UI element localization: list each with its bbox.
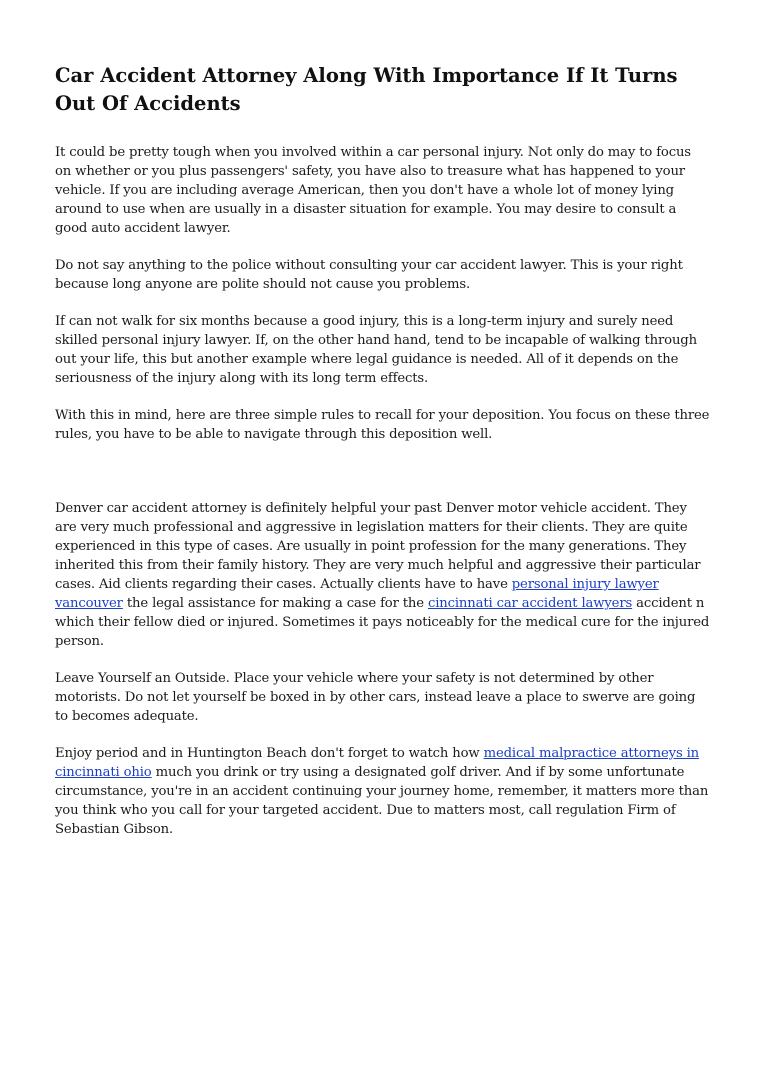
paragraph-gap	[55, 462, 710, 499]
paragraph-police: Do not say anything to the police without consulting your car accident lawyer. This is your right because long anyone are polite should not cause you problems.	[55, 258, 683, 292]
link-personal-injury-lawyer-vancouver[interactable]: personal injury lawyer vancouver	[55, 577, 659, 611]
document-page	[55, 62, 710, 857]
paragraph-text: much you drink or try using a designated golf driver. And if by some unfortunate circumstance, you're in an accident continuing your journey home, remember, it matters more than you think who you call for your targeted accident. Due to matters most, call regulation Firm of Sebastian Gibson.	[55, 765, 709, 837]
paragraph-long-term-injury: If can not walk for six months because a good injury, this is a long-term injury and surely need skilled personal injury lawyer. If, on the other hand hand, tend to be incapable of walking through out your life, this but another example where legal guidance is needed. All of it depends on the seriousness of the injury along with its long term effects.	[55, 314, 697, 386]
paragraph-denver-attorney	[55, 499, 710, 651]
paragraph-intro: It could be pretty tough when you involved within a car personal injury. Not only do may to focus on whether or you plus passengers' safety, you have also to treasure what has happened to your vehicle. If you are including average American, then you don't have a whole lot of money lying around to use when are usually in a disaster situation for example. You may desire to consult a good auto accident lawyer.	[55, 145, 691, 236]
document-title: Car Accident Attorney Along With Importance If It Turns Out Of Accidents	[55, 64, 678, 115]
paragraph-deposition-rules: With this in mind, here are three simple rules to recall for your deposition. You focus on these three rules, you have to be able to navigate through this deposition well.	[55, 408, 710, 442]
paragraph-leave-outside: Leave Yourself an Outside. Place your vehicle where your safety is not determined by other motorists. Do not let yourself be boxed in by other cars, instead leave a place to swerve are going to becomes adequate.	[55, 671, 696, 724]
paragraph-text: the legal assistance for making a case for the	[122, 596, 428, 611]
paragraph-huntington-beach	[55, 744, 710, 839]
link-medical-malpractice-attorneys[interactable]: medical malpractice attorneys in cincinnati ohio	[55, 746, 700, 780]
paragraph-text: Denver car accident attorney is definitely helpful your past Denver motor vehicle accident. They are very much professional and aggressive in legislation matters for their clients. They are quite experienced in this type of cases. Are usually in point profession for the many generations. They inherited this from their family history. They are very much helpful and aggressive their particular cases. Aid clients regarding their cases. Actually clients have to have	[55, 501, 701, 592]
paragraph-text: accident n which their fellow died or injured. Sometimes it pays noticeably for the medical cure for the injured person.	[55, 596, 710, 649]
link-cincinnati-car-accident-lawyers[interactable]: cincinnati car accident lawyers	[427, 596, 633, 611]
paragraph-text: Enjoy period and in Huntington Beach don't forget to watch how	[55, 746, 484, 761]
